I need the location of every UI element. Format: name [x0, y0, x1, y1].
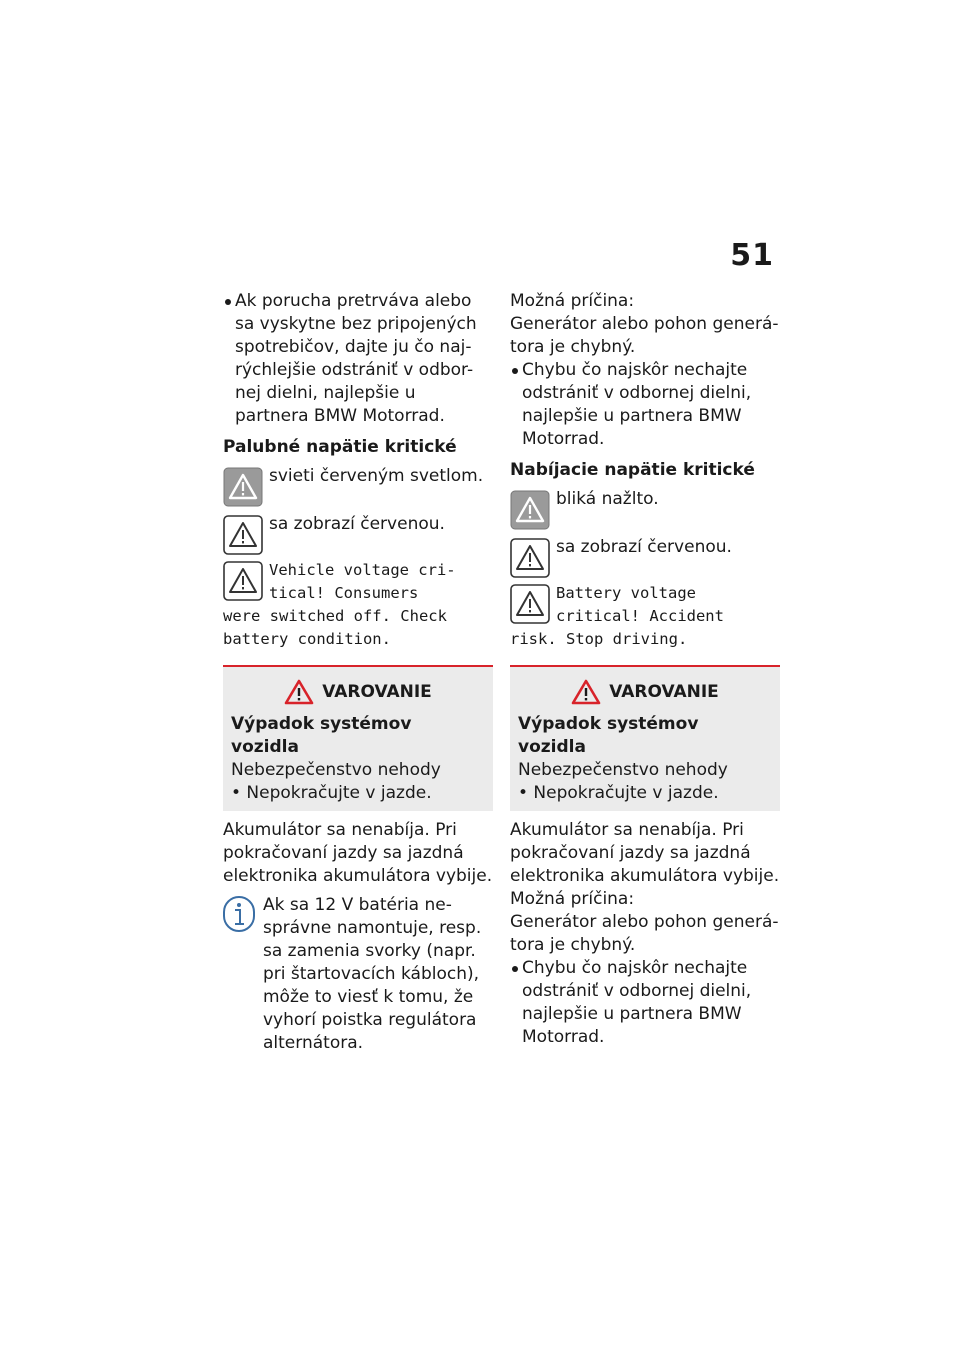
- cause-label: Možná príčina:: [510, 291, 635, 311]
- display-line: critical! Accident: [556, 607, 724, 625]
- cause-text: Generátor alebo pohon generá-tora je chybný.: [510, 912, 779, 955]
- indicator-text: svieti červeným svetlom.: [269, 466, 484, 486]
- indicator-text: sa zobrazí červenou.: [556, 537, 732, 557]
- page-number: 51: [730, 238, 774, 273]
- warning-triangle-icon: [284, 679, 314, 705]
- indicator-text: bliká nažlto.: [556, 489, 659, 509]
- info-icon: [223, 896, 255, 932]
- indicator-row-outline: [223, 513, 493, 555]
- cause-label: Možná príčina:: [510, 889, 635, 909]
- indicator-text: sa zobrazí červenou.: [269, 514, 445, 534]
- bullet-item: Chybu čo najskôr nechajte odstrániť v odbornej dielni, najlepšie u partnera BMW Motorrad.: [510, 957, 780, 1049]
- warning-indicator-outline-icon: [510, 584, 550, 624]
- bullet-item: Ak porucha pretrváva alebo sa vyskytne bez pripojených spotrebičov, dajte ju čo naj-rýchlejšie odstrániť v odbor-nej dielni, najlepšie u partnera BMW Motorrad.: [223, 290, 493, 428]
- warning-bullet: • Nepokračujte v jazde.: [231, 783, 432, 803]
- paragraph: Akumulátor sa nenabíja. Pri pokračovaní jazdy sa jazdná elektronika akumulátora vybije.: [223, 820, 493, 886]
- cause-text: Generátor alebo pohon generá-tora je chybný.: [510, 314, 779, 357]
- display-message: [223, 559, 493, 651]
- warning-label: VAROVANIE: [609, 681, 719, 702]
- warning-text: Nebezpečenstvo nehody: [518, 760, 728, 780]
- left-column: [223, 290, 493, 1055]
- display-message: [510, 582, 780, 651]
- display-line: Battery voltage: [556, 584, 696, 602]
- display-line: Vehicle voltage cri-: [269, 561, 456, 579]
- warning-triangle-icon: [571, 679, 601, 705]
- section-heading: Palubné napätie kritické: [223, 437, 457, 457]
- warning-box: [510, 665, 780, 811]
- indicator-row-filled: [510, 488, 780, 530]
- warning-text: Nebezpečenstvo nehody: [231, 760, 441, 780]
- warning-indicator-outline-icon: [223, 561, 263, 601]
- indicator-row-filled: [223, 465, 493, 507]
- info-text: Ak sa 12 V batéria ne-správne namontuje, resp. sa zamenia svorky (napr. pri štartovacích kábloch), môže to viesť k tomu, že vyhorí poistka regulátora alternátora.: [263, 895, 482, 1053]
- indicator-row-outline: [510, 536, 780, 578]
- warning-bullet: • Nepokračujte v jazde.: [518, 783, 719, 803]
- warning-indicator-filled-icon: [223, 467, 263, 507]
- warning-title: Výpadok systémov vozidla: [231, 714, 412, 757]
- display-line: tical! Consumers: [269, 584, 419, 602]
- warning-title: Výpadok systémov vozidla: [518, 714, 699, 757]
- warning-label: VAROVANIE: [322, 681, 432, 702]
- warning-indicator-filled-icon: [510, 490, 550, 530]
- bullet-item: Chybu čo najskôr nechajte odstrániť v odbornej dielni, najlepšie u partnera BMW Motorrad.: [510, 359, 780, 451]
- warning-indicator-outline-icon: [223, 515, 263, 555]
- right-column: [510, 290, 780, 1049]
- warning-indicator-outline-icon: [510, 538, 550, 578]
- warning-box: [223, 665, 493, 811]
- paragraph: Akumulátor sa nenabíja. Pri pokračovaní jazdy sa jazdná elektronika akumulátora vybije.: [510, 820, 780, 886]
- display-line: were switched off. Check battery condition.: [223, 607, 447, 648]
- section-heading: Nabíjacie napätie kritické: [510, 460, 755, 480]
- display-line: risk. Stop driving.: [510, 630, 688, 648]
- info-note: [223, 894, 493, 1055]
